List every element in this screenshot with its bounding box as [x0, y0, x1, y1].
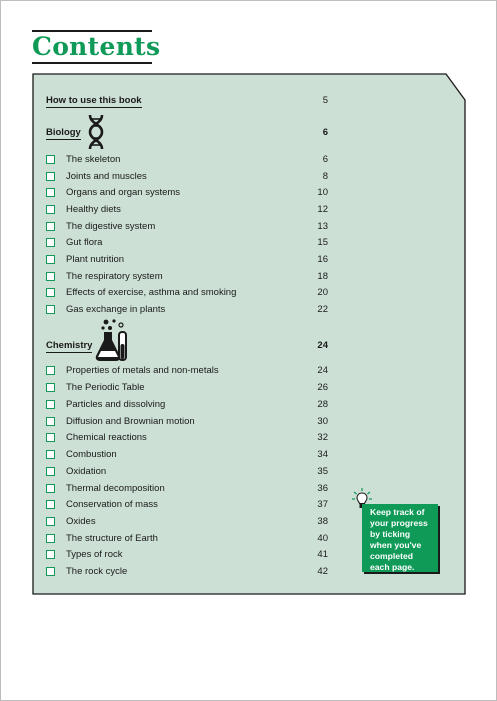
item-page: 22 [317, 304, 328, 315]
progress-checkbox[interactable] [46, 272, 55, 281]
list-item [46, 465, 328, 481]
item-label[interactable]: Conservation of mass [66, 499, 158, 510]
progress-checkbox[interactable] [46, 450, 55, 459]
item-label[interactable]: The skeleton [66, 154, 121, 165]
list-item [46, 220, 328, 236]
section-heading-biology[interactable]: Biology [46, 127, 81, 138]
progress-checkbox[interactable] [46, 550, 55, 559]
tip-line: by ticking [370, 529, 411, 539]
item-label[interactable]: Effects of exercise, asthma and smoking [66, 287, 237, 298]
item-page: 40 [317, 533, 328, 544]
item-page: 42 [317, 566, 328, 577]
item-page: 10 [317, 187, 328, 198]
list-item [46, 170, 328, 186]
item-page: 12 [317, 204, 328, 215]
list-item [46, 548, 328, 564]
list-item [46, 482, 328, 498]
item-page: 35 [317, 466, 328, 477]
section-heading-chemistry[interactable]: Chemistry [46, 340, 93, 351]
item-label[interactable]: Joints and muscles [66, 171, 147, 182]
list-item [46, 398, 328, 414]
tip-line: Keep track of [370, 507, 425, 517]
progress-tip-box [362, 504, 438, 572]
progress-checkbox[interactable] [46, 155, 55, 164]
progress-checkbox[interactable] [46, 400, 55, 409]
item-label[interactable]: Combustion [66, 449, 117, 460]
item-label[interactable]: The structure of Earth [66, 533, 158, 544]
list-item [46, 381, 328, 397]
progress-checkbox[interactable] [46, 172, 55, 181]
item-page: 26 [317, 382, 328, 393]
item-page: 37 [317, 499, 328, 510]
item-label[interactable]: Particles and dissolving [66, 399, 166, 410]
item-page: 28 [317, 399, 328, 410]
list-item [46, 515, 328, 531]
item-label[interactable]: Oxides [66, 516, 96, 527]
progress-checkbox[interactable] [46, 484, 55, 493]
item-label[interactable]: Thermal decomposition [66, 483, 165, 494]
progress-checkbox[interactable] [46, 467, 55, 476]
list-item [46, 364, 328, 380]
item-label[interactable]: Gas exchange in plants [66, 304, 166, 315]
item-page: 16 [317, 254, 328, 265]
intro-heading[interactable]: How to use this book [46, 95, 142, 106]
progress-checkbox[interactable] [46, 366, 55, 375]
intro-page: 5 [322, 95, 328, 106]
section-page-chemistry: 24 [317, 340, 328, 351]
list-item [46, 415, 328, 431]
progress-checkbox[interactable] [46, 288, 55, 297]
dna-icon [86, 114, 106, 150]
list-item [46, 532, 328, 548]
progress-checkbox[interactable] [46, 188, 55, 197]
item-page: 24 [317, 365, 328, 376]
item-label[interactable]: The digestive system [66, 221, 156, 232]
tip-line: completed [370, 551, 413, 561]
item-label[interactable]: Gut flora [66, 237, 103, 248]
progress-checkbox[interactable] [46, 205, 55, 214]
item-page: 30 [317, 416, 328, 427]
list-item [46, 448, 328, 464]
item-label[interactable]: Diffusion and Brownian motion [66, 416, 195, 427]
item-page: 38 [317, 516, 328, 527]
item-label[interactable]: Oxidation [66, 466, 107, 477]
progress-checkbox[interactable] [46, 534, 55, 543]
list-item [46, 270, 328, 286]
item-label[interactable]: Organs and organ systems [66, 187, 181, 198]
list-item [46, 431, 328, 447]
progress-checkbox[interactable] [46, 517, 55, 526]
progress-checkbox[interactable] [46, 433, 55, 442]
item-label[interactable]: Types of rock [66, 549, 123, 560]
item-page: 6 [322, 154, 328, 165]
progress-checkbox[interactable] [46, 567, 55, 576]
item-page: 20 [317, 287, 328, 298]
item-page: 32 [317, 432, 328, 443]
item-page: 15 [317, 237, 328, 248]
item-page: 41 [317, 549, 328, 560]
item-page: 34 [317, 449, 328, 460]
tip-line: when you've [370, 540, 422, 550]
list-item [46, 498, 328, 514]
page-title: Contents [32, 32, 161, 61]
progress-checkbox[interactable] [46, 222, 55, 231]
tip-line: each page. [370, 562, 415, 572]
list-item [46, 565, 328, 581]
list-item [46, 286, 328, 302]
item-page: 18 [317, 271, 328, 282]
item-label[interactable]: Plant nutrition [66, 254, 125, 265]
list-item [46, 253, 328, 269]
list-item [46, 303, 328, 319]
item-page: 36 [317, 483, 328, 494]
tip-line: your progress [370, 518, 428, 528]
item-page: 8 [322, 171, 328, 182]
item-page: 13 [317, 221, 328, 232]
progress-checkbox[interactable] [46, 383, 55, 392]
item-label[interactable]: Chemical reactions [66, 432, 147, 443]
item-label[interactable]: Healthy diets [66, 204, 121, 215]
flask-icon [94, 318, 128, 362]
progress-checkbox[interactable] [46, 238, 55, 247]
list-item [46, 203, 328, 219]
progress-checkbox[interactable] [46, 500, 55, 509]
item-label[interactable]: The respiratory system [66, 271, 163, 282]
section-page-biology: 6 [322, 127, 328, 138]
list-item [46, 186, 328, 202]
list-item [46, 153, 328, 169]
item-label[interactable]: Properties of metals and non-metals [66, 365, 219, 376]
progress-checkbox[interactable] [46, 305, 55, 314]
progress-checkbox[interactable] [46, 255, 55, 264]
list-item [46, 236, 328, 252]
item-label[interactable]: The rock cycle [66, 566, 128, 577]
item-label[interactable]: The Periodic Table [66, 382, 145, 393]
progress-checkbox[interactable] [46, 417, 55, 426]
